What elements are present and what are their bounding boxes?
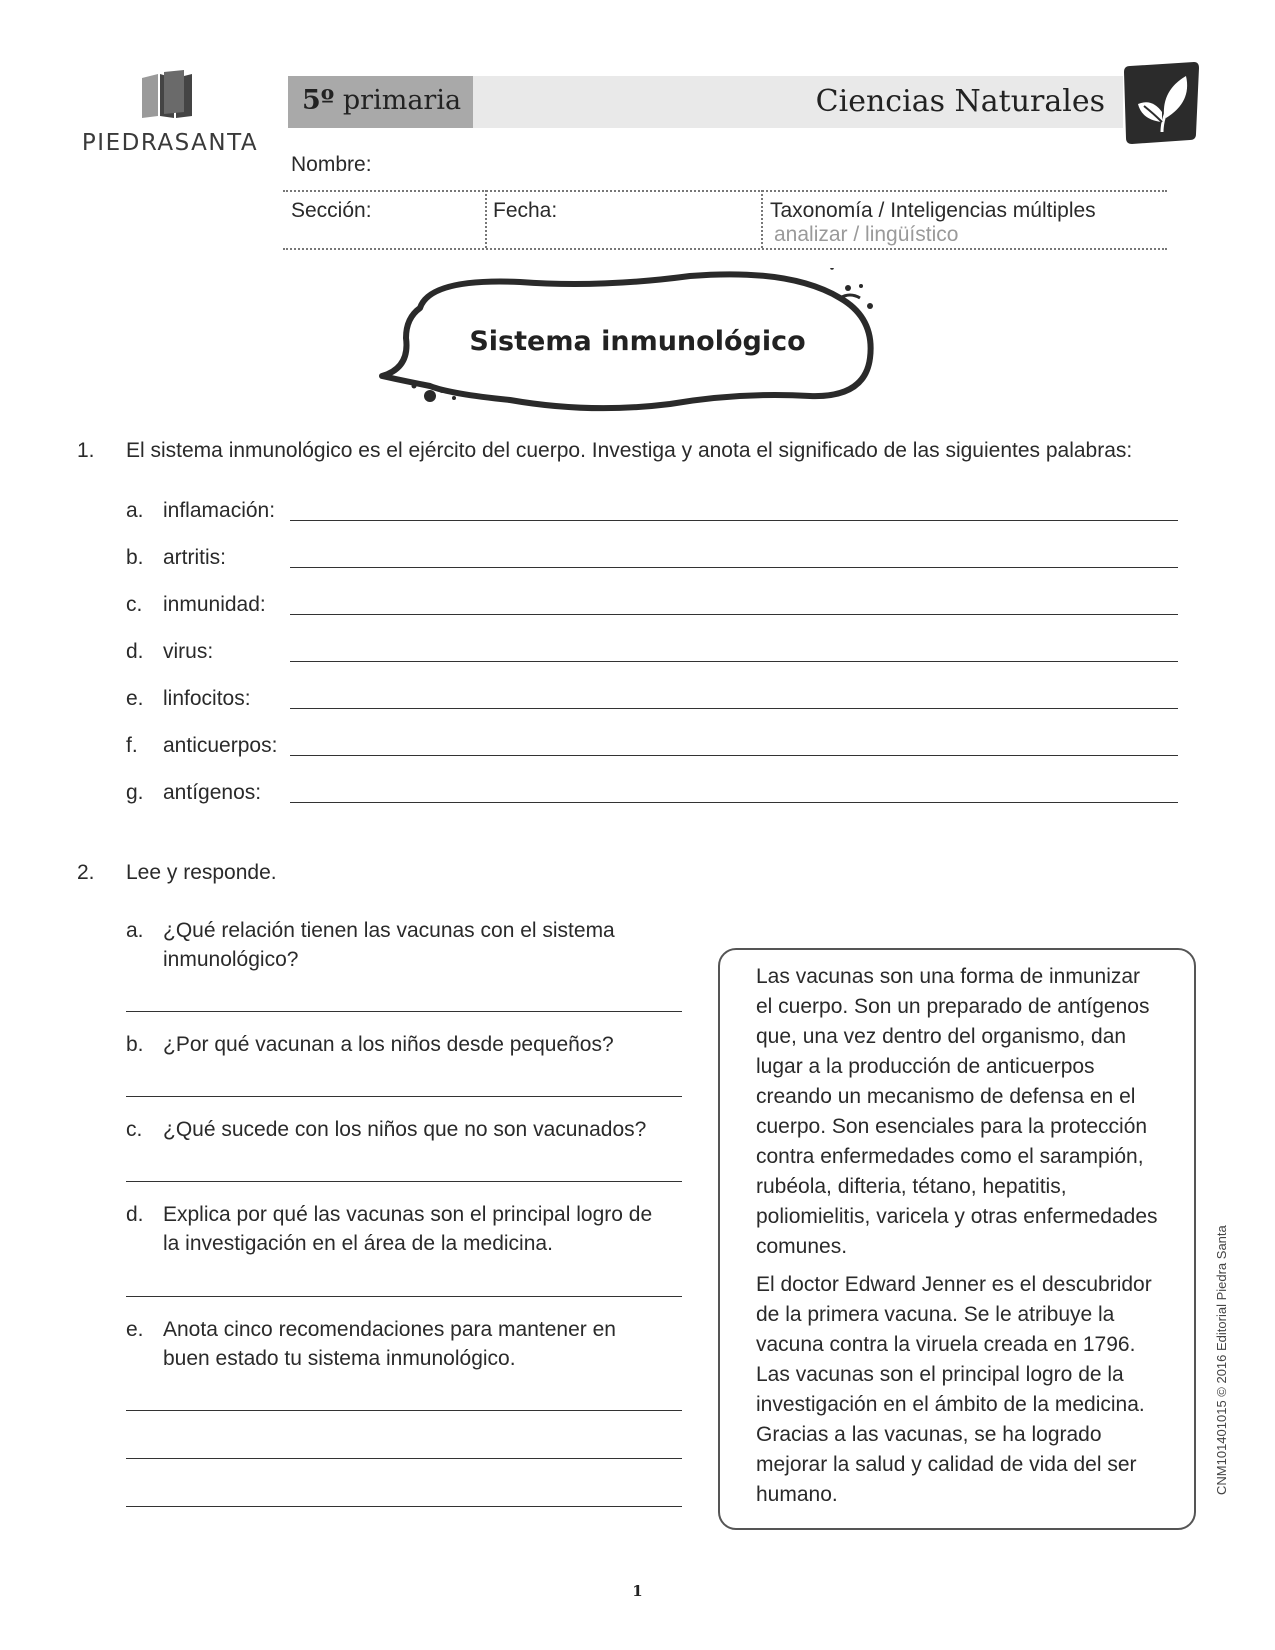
item-letter: c. [126, 593, 143, 616]
item-letter: c. [126, 1118, 143, 1141]
answer-line[interactable] [290, 708, 1178, 709]
section-field-label: Sección: [291, 199, 372, 222]
item-letter: d. [126, 640, 144, 663]
answer-line[interactable] [290, 614, 1178, 615]
book-logo-icon [138, 70, 198, 120]
page-number: 1 [632, 1582, 643, 1600]
answer-line[interactable] [126, 1458, 682, 1459]
question-number: 1. [77, 439, 95, 462]
divider [485, 190, 487, 248]
term-label: virus: [163, 640, 214, 663]
item-letter: a. [126, 919, 144, 942]
question-text: Anota cinco recomendaciones para mantener en [163, 1318, 616, 1341]
answer-line[interactable] [290, 567, 1178, 568]
question-text: buen estado tu sistema inmunológico. [163, 1347, 516, 1370]
question-text: ¿Qué sucede con los niños que no son vacunados? [163, 1118, 647, 1141]
term-label: antígenos: [163, 781, 262, 804]
grade-label: 5º primaria [302, 85, 462, 116]
item-letter: e. [126, 687, 144, 710]
grade-box [288, 76, 473, 128]
answer-line[interactable] [126, 1096, 682, 1097]
leaf-icon [1122, 60, 1200, 144]
question-prompt: Lee y responde. [126, 861, 277, 884]
question-text: inmunológico? [163, 948, 299, 971]
question-number: 2. [77, 861, 95, 884]
item-letter: a. [126, 499, 144, 522]
taxonomy-label: Taxonomía / Inteligencias múltiples [770, 199, 1096, 222]
divider [761, 190, 763, 248]
subject-title: Ciencias Naturales [815, 84, 1105, 119]
answer-line[interactable] [126, 1296, 682, 1297]
item-letter: b. [126, 546, 144, 569]
page-title: Sistema inmunológico [469, 326, 806, 357]
logo-text: PIEDRASANTA [81, 130, 259, 156]
answer-line[interactable] [290, 520, 1178, 521]
question-text: ¿Qué relación tienen las vacunas con el sistema [163, 919, 615, 942]
term-label: inflamación: [163, 499, 276, 522]
subject-band [473, 76, 1123, 128]
answer-line[interactable] [290, 755, 1178, 756]
term-label: linfocitos: [163, 687, 251, 710]
item-letter: d. [126, 1203, 144, 1226]
answer-line[interactable] [290, 802, 1178, 803]
info-paragraph-2: El doctor Edward Jenner es el descubridor de la primera vacuna. Se le atribuye la vacuna contra la viruela creada en 1796. Las vacunas son el principal logro de la investigación en el ámbito de la medicina. Gracias a las vacunas, se ha logrado mejorar la salud y calidad de vida del ser humano. [756, 1273, 1152, 1506]
question-text: Explica por qué las vacunas son el principal logro de [163, 1203, 653, 1226]
name-field-label: Nombre: [291, 153, 372, 176]
term-label: anticuerpos: [163, 734, 278, 757]
item-letter: g. [126, 781, 144, 804]
publisher-logo [70, 70, 270, 170]
taxonomy-sub-label: analizar / lingüístico [774, 223, 959, 246]
divider [283, 248, 1167, 250]
question-text: ¿Por qué vacunan a los niños desde pequeños? [163, 1033, 614, 1056]
answer-line[interactable] [126, 1410, 682, 1411]
answer-line[interactable] [126, 1506, 682, 1507]
item-letter: e. [126, 1318, 144, 1341]
answer-line[interactable] [126, 1181, 682, 1182]
item-letter: f. [126, 734, 138, 757]
copyright-note: CNM101401015 © 2016 Editorial Piedra Santa [1214, 1225, 1229, 1495]
info-paragraph-1: Las vacunas son una forma de inmunizar el cuerpo. Son un preparado de antígenos que, una vez dentro del organismo, dan lugar a la producción de anticuerpos creando un mecanismo de defensa en el cuerpo. Son esenciales para la protección contra enfermedades como el sarampión, rubéola, difteria, tétano, hepatitis, poliomielitis, varicela y otras enfermedades comunes. [756, 965, 1158, 1258]
answer-line[interactable] [126, 1011, 682, 1012]
answer-line[interactable] [290, 661, 1178, 662]
item-letter: b. [126, 1033, 144, 1056]
term-label: inmunidad: [163, 593, 266, 616]
divider [283, 190, 1167, 192]
term-label: artritis: [163, 546, 226, 569]
question-text: la investigación en el área de la medicina. [163, 1232, 553, 1255]
date-field-label: Fecha: [493, 199, 558, 222]
question-prompt: El sistema inmunológico es el ejército del cuerpo. Investiga y anota el significado de las siguientes palabras: [126, 439, 1133, 462]
